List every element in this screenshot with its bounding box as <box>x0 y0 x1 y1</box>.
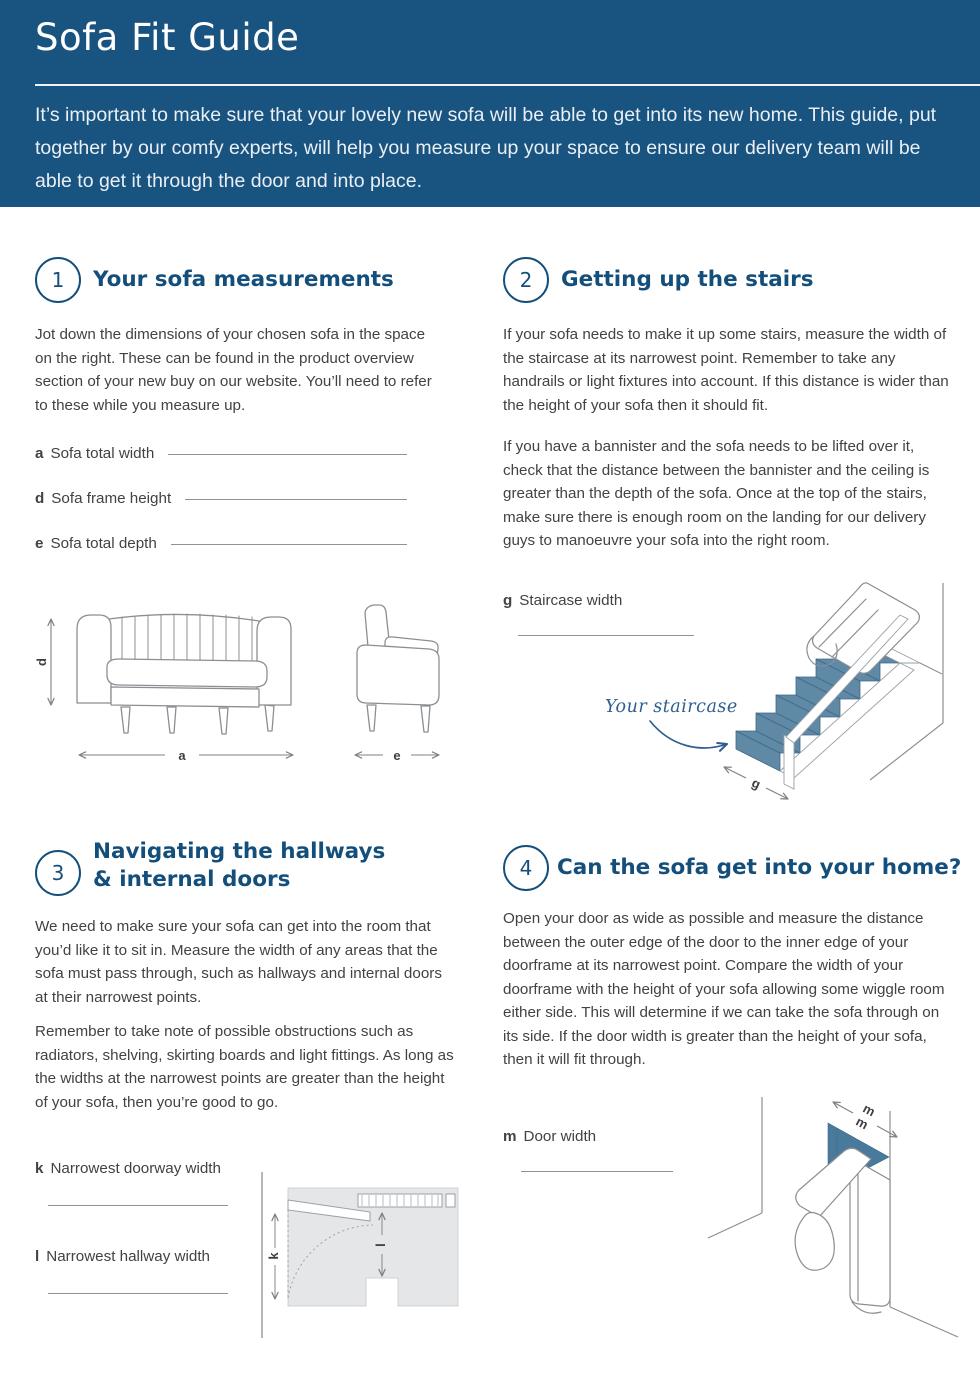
staircase-annotation: Your staircase <box>605 697 738 717</box>
page-title: Sofa Fit Guide <box>35 16 300 59</box>
header-banner <box>0 0 980 207</box>
door-width-label: m <box>860 1100 878 1120</box>
doorframe-lines <box>890 1111 958 1337</box>
section-1-paragraph: Jot down the dimensions of your chosen sofa in the space on the right. These can be found in the product overview section of your new buy on our website. You’ll need to refer to these while you measure up. <box>35 326 432 414</box>
intro-text: It’s important to make sure that your lovely new sofa will be able to get into its new home. This guide, put together by our comfy experts, will help you measure up your space to ensure our delivery team will be able to get it through the door and into place. <box>35 104 937 192</box>
section-3-paragraph-2: Remember to take note of possible obstructions such as radiators, shelving, skirting boards and light fittings. As long as the widths at the narrowest points are greater than the height of your sofa, then you’re good to go. <box>35 1023 454 1111</box>
section-4-title: Can the sofa get into your home? <box>557 855 962 880</box>
field-label: Staircase width <box>519 592 623 609</box>
wall-corner-lines <box>708 1097 762 1238</box>
field-label: Door width <box>523 1128 597 1145</box>
field-blank-line <box>48 1205 228 1206</box>
doorway-diagram <box>700 1085 962 1341</box>
section-3-title: Navigating the hallways & internal doors <box>93 839 386 892</box>
staircase-width-label: g <box>749 775 763 793</box>
section-1-title: Your sofa measurements <box>93 267 394 292</box>
field-narrowest-hallway-width <box>35 1248 210 1265</box>
step-number: 1 <box>51 268 65 292</box>
field-blank-line <box>168 454 407 455</box>
sofa-front-diagram <box>34 593 329 783</box>
section-3-paragraph-1: We need to make sure your sofa can get into the room that you’d like it to sit in. Measure the width of any areas that the sofa must pass through, such as hallways and internal doors at their narrowest points. <box>35 918 442 1006</box>
field-label: Sofa total width <box>50 445 155 462</box>
section-2-paragraph-2: If you have a bannister and the sofa needs to be lifted over it, check that the distance between the bannister and the ceiling is greater than the depth of the sofa. Once at the top of the stairs, make sure there is enough room on the landing for our delivery guys to manoeuvre your sofa into the right room. <box>503 438 930 549</box>
section-into-your-home <box>503 845 962 1385</box>
section-2-title: Getting up the stairs <box>561 267 814 292</box>
field-narrowest-doorway-width <box>35 1160 221 1177</box>
field-staircase-width <box>503 592 622 609</box>
section-sofa-measurements <box>35 255 455 835</box>
field-blank-line <box>521 1171 673 1172</box>
field-label: Narrowest doorway width <box>50 1160 221 1177</box>
field-sofa-frame-height <box>35 490 407 507</box>
section-getting-up-stairs <box>503 255 958 835</box>
field-label: Sofa frame height <box>51 490 172 507</box>
height-dimension-label: d <box>34 658 49 666</box>
field-blank-line <box>185 499 407 500</box>
field-key: m <box>503 1128 517 1145</box>
sofa-through-door <box>795 1148 890 1313</box>
step-number: 2 <box>519 268 533 292</box>
hallway-floorplan-diagram <box>250 1168 466 1344</box>
field-door-width <box>503 1128 596 1145</box>
field-label: Narrowest hallway width <box>46 1248 210 1265</box>
hallway-width-label: l <box>373 1243 388 1247</box>
field-blank-line <box>48 1293 228 1294</box>
field-key: a <box>35 445 44 462</box>
field-key: e <box>35 535 44 552</box>
width-dimension-label: a <box>178 748 186 763</box>
depth-dimension-label: e <box>393 748 401 763</box>
field-sofa-total-width <box>35 445 407 462</box>
step-1-badge <box>35 257 81 303</box>
step-number: 4 <box>519 856 533 880</box>
step-number: 3 <box>51 861 65 885</box>
door-width-label-2: m <box>853 1113 871 1133</box>
header-divider <box>35 84 980 86</box>
staircase-diagram <box>718 577 960 815</box>
step-2-badge <box>503 257 549 303</box>
sofa-side-diagram <box>335 593 453 783</box>
field-key: k <box>35 1160 44 1177</box>
field-key: d <box>35 490 45 507</box>
field-blank-line <box>171 544 407 545</box>
step-3-badge <box>35 850 81 896</box>
doorway-width-label: k <box>266 1252 281 1260</box>
field-key: g <box>503 592 513 609</box>
step-4-badge <box>503 845 549 891</box>
radiator <box>358 1194 455 1207</box>
field-key: l <box>35 1248 40 1265</box>
section-hallways-doors <box>35 838 455 1378</box>
field-sofa-total-depth <box>35 535 407 552</box>
section-4-paragraph: Open your door as wide as possible and measure the distance between the outer edge of the door to the inner edge of your doorframe at its narrowest point. Compare the width of your doorframe with the height of your sofa allowing some wiggle room either side. This will determine if we can take the sofa through on its side. If the door width is greater than the height of your sofa, then it will fit through. <box>503 910 945 1068</box>
section-2-paragraph-1: If your sofa needs to make it up some stairs, measure the width of the staircase at its narrowest point. Remember to take any handrails or light fixtures into account. If this distance is wider than the height of your sofa then it should fit. <box>503 326 949 414</box>
field-blank-line <box>518 635 694 636</box>
field-label: Sofa total depth <box>50 535 157 552</box>
